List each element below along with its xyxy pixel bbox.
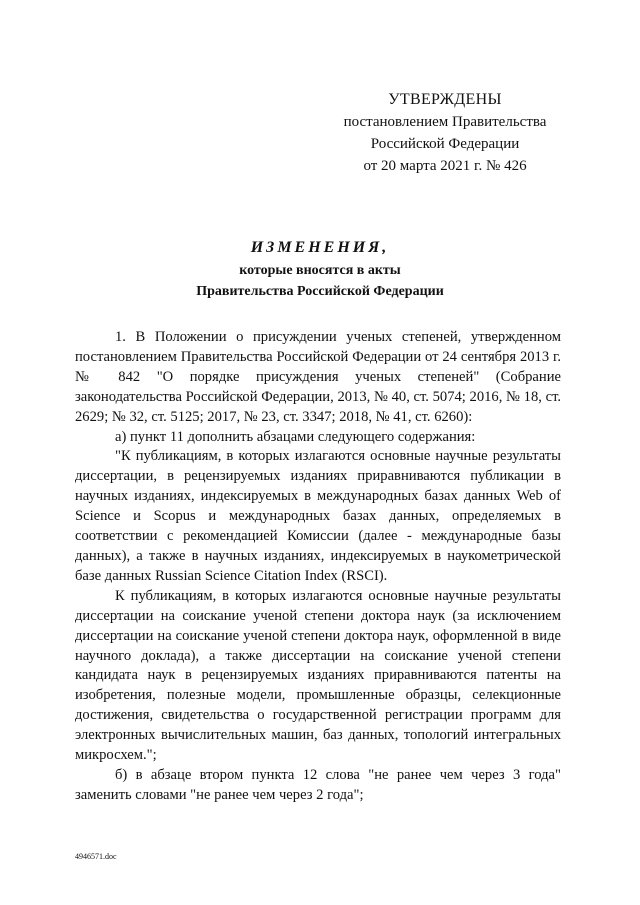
approval-stamp (330, 89, 560, 177)
document-title: ИЗМЕНЕНИЯ, (250, 239, 390, 256)
document-body (75, 328, 561, 806)
paragraph-2: а) пункт 11 дополнить абзацами следующего содержания: (115, 428, 476, 445)
approval-line-3: от 20 марта 2021 г. № 426 (363, 158, 527, 174)
footer-filename: 4946571.doc (75, 852, 117, 861)
approval-line-1: постановлением Правительства (343, 114, 547, 130)
paragraph-1: 1. В Положении о присуждении ученых степеней, утвержденном постановлением Правительства Российской Федерации от 24 сентября 2013 г. № 842 "О порядке присуждения ученых степеней" (Собрание законодательства Российской Федерации, 2013, № 40, ст. 5074; 2016, № 18, ст. 2629; № 32, ст. 5125; 2017, № 23, ст. 3347; 2018, № 41, ст. 6260): (75, 329, 561, 425)
document-subtitle-1: которые вносятся в акты (239, 263, 401, 278)
document-subtitle-2: Правительства Российской Федерации (196, 284, 444, 299)
approval-line-2: Российской Федерации (370, 136, 520, 152)
paragraph-4: К публикациям, в которых излагаются основные научные результаты диссертации на соискание ученой степени доктора наук (за исключением диссертации на соискание ученой степени доктора наук, оформленной в виде научного доклада), а также диссертации на соискание ученой степени кандидата наук в рецензируемых изданиях приравниваются патенты на изобретения, полезные модели, промышленные образцы, селекционные достижения, свидетельства о государственной регистрации программ для электронных вычислительных машин, баз данных, топологий интегральных микросхем."; (75, 587, 561, 764)
document-heading (0, 236, 640, 302)
approval-title: УТВЕРЖДЕНЫ (388, 91, 502, 108)
paragraph-3: "К публикациям, в которых излагаются основные научные результаты диссертации, в рецензируемых изданиях приравниваются публикации в научных изданиях, индексируемых в международных базах данных Web of Science и Scopus и международных базах данных, определяемых в соответствии с рекомендацией Комиссии (далее - международные базы данных), а также в научных изданиях, индексируемых в наукометрической базе данных Russian Science Citation Index (RSCI). (75, 448, 561, 584)
paragraph-5: б) в абзаце втором пункта 12 слова "не ранее чем через 3 года" заменить словами "не ранее чем через 2 года"; (75, 766, 561, 803)
